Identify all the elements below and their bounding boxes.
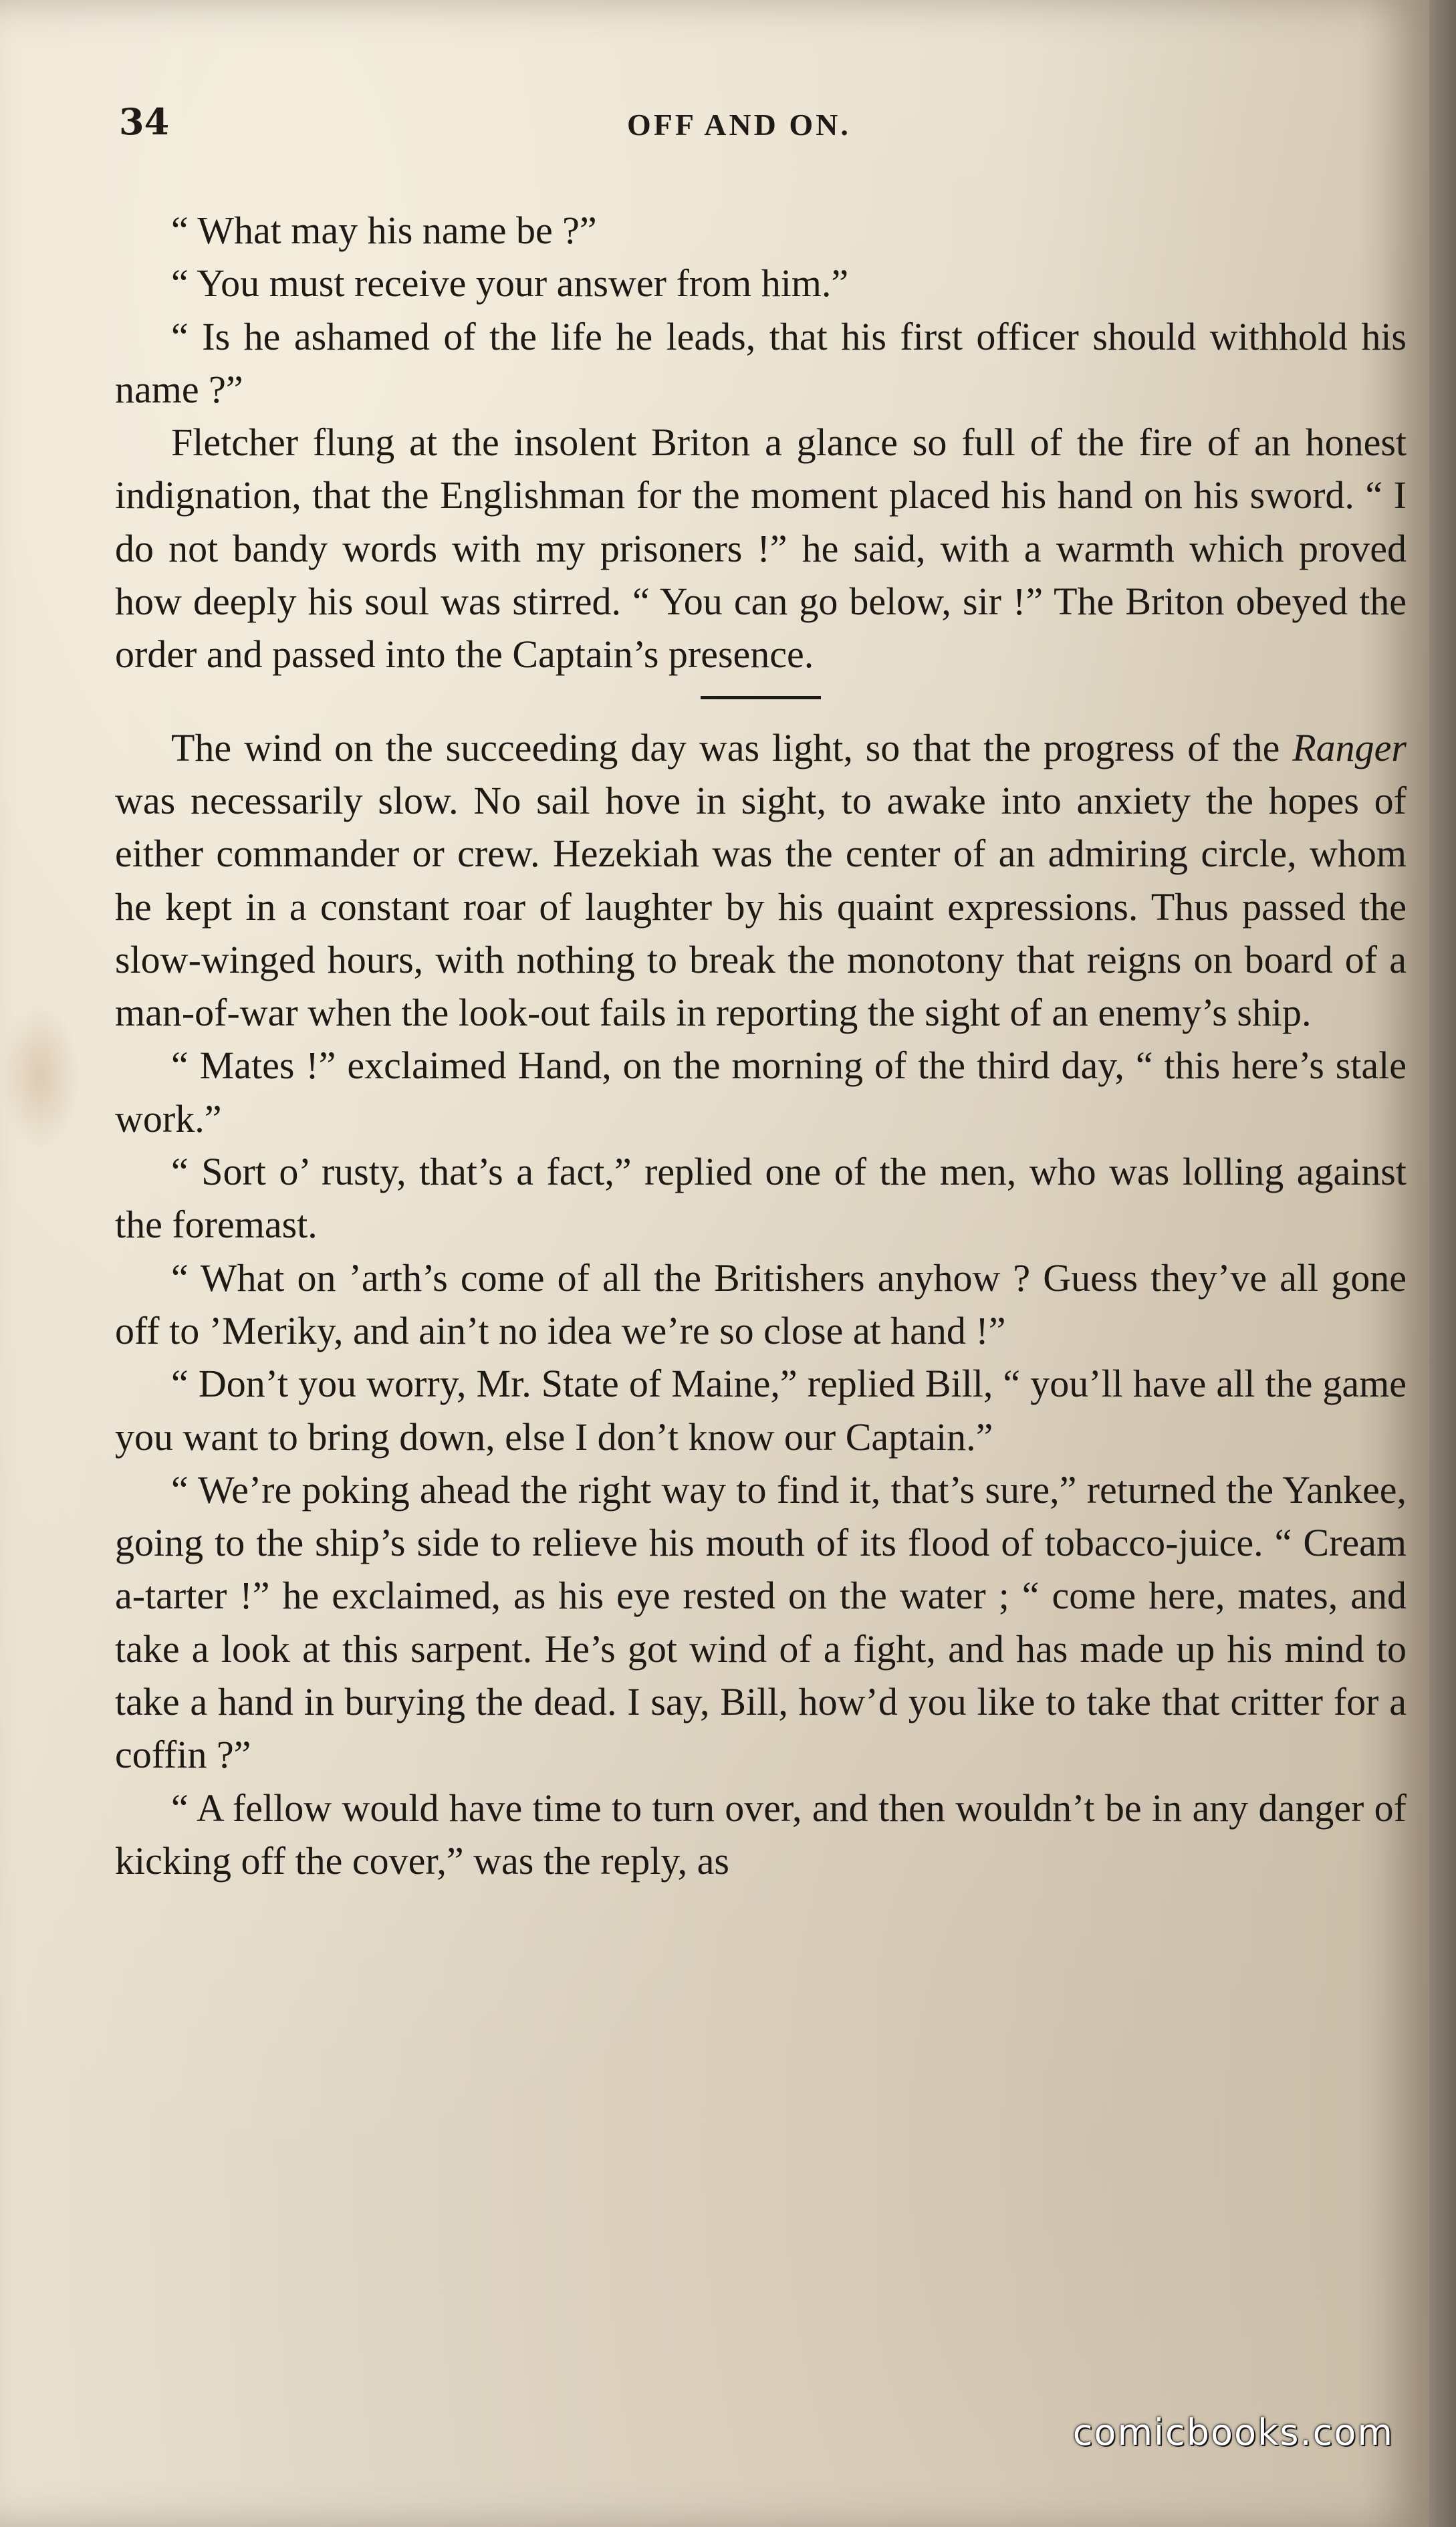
paragraph: “ We’re poking ahead the right way to find it, that’s sure,” returned the Yankee, going to the ship’s side to relieve his mouth of its flood of tobacco-juice. “ Cream a-tarter !” he exclaimed, as his eye rested on the water ; “ come here, mates, and take a look at this sarpent. He’s got wind of a fight, and has made up his mind to take a hand in burying the dead. I say, Bill, how’d you like to take that critter for a coffin ?” — [115, 1467, 1407, 1777]
page-number: 34 — [119, 100, 170, 143]
paragraph: Fletcher flung at the insolent Briton a glance so full of the fire of an honest indignation, that the Englishman for the moment placed his hand on his sword. “ I do not bandy words with my prisoners !” he said, with a warmth which proved how deeply his soul was stirred. “ You can go below, sir !” The Briton obeyed the order and passed into the Captain’s presence. — [115, 420, 1407, 677]
section-break-rule — [701, 696, 821, 699]
page-header — [119, 100, 1406, 160]
paragraph: “ Don’t you worry, Mr. State of Maine,” replied Bill, “ you’ll have all the game you want to bring down, else I don’t know our Captain.” — [115, 1362, 1407, 1459]
paragraph: “ What on ’arth’s come of all the Britishers anyhow ? Guess they’ve all gone off to ’Meriky, and ain’t no idea we’re so close at hand !” — [115, 1255, 1407, 1352]
paragraph: “ Sort o’ rusty, that’s a fact,” replied one of the men, who was lolling against the foremast. — [115, 1150, 1407, 1247]
paragraph: “ A fellow would have time to turn over, and then wouldn’t be in any danger of kicking off the cover,” was the reply, as — [115, 1786, 1407, 1883]
paragraph-text: The wind on the succeeding day was light, so that the progress of the — [171, 725, 1293, 769]
watermark: comicbooks.com — [1072, 2411, 1394, 2453]
running-head: OFF AND ON. — [627, 108, 851, 142]
body-text — [115, 204, 1407, 1887]
paragraph: “ What may his name be ?” — [171, 209, 597, 252]
ship-name-italic: Ranger — [1292, 725, 1407, 769]
paragraph: “ Is he ashamed of the life he leads, that his first officer should withhold his name ?” — [115, 314, 1407, 411]
paragraph — [115, 721, 1407, 1040]
book-gutter — [1429, 0, 1456, 2527]
paragraph-text: was necessarily slow. No sail hove in sight, to awake into anxiety the hopes of either commander or crew. Hezekiah was the center of an admiring circle, whom he kept in a constant roar of laughter by his quaint expressions. Thus passed the slow-winged hours, with nothing to break the monotony that reigns on board of a man-of-war when the look-out fails in reporting the sight of an enemy’s ship. — [115, 778, 1407, 1035]
paragraph: “ You must receive your answer from him.” — [171, 261, 849, 306]
paper-stain — [0, 1003, 80, 1150]
paragraph: “ Mates !” exclaimed Hand, on the morning of the third day, “ this here’s stale work.” — [115, 1044, 1407, 1140]
